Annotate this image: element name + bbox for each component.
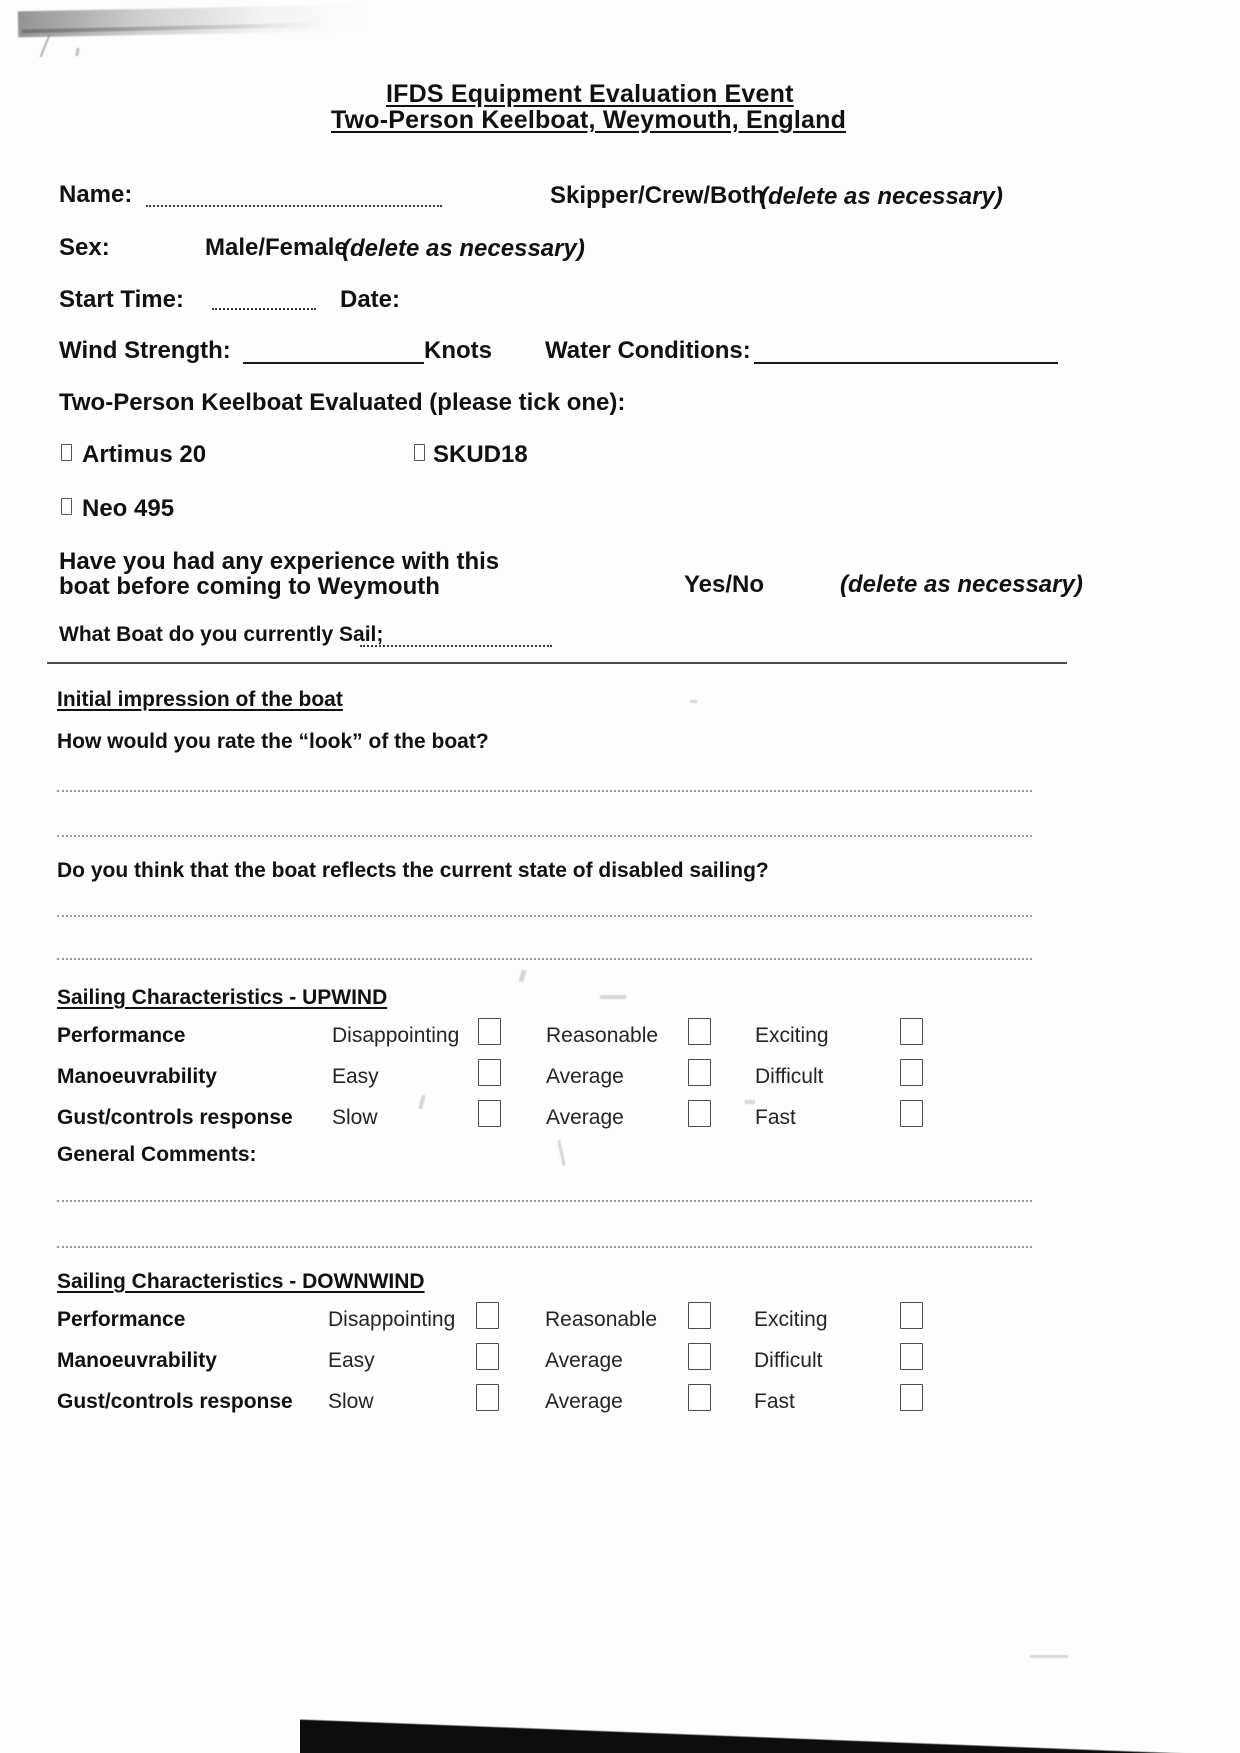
upwind-performance-choice-1-label[interactable]: Disappointing — [332, 1024, 460, 1047]
section-divider — [47, 662, 1067, 664]
upwind-manoeuvrability-choice-1-label[interactable]: Easy — [332, 1065, 379, 1088]
upwind-gust-response-choice-1-label[interactable]: Slow — [332, 1106, 378, 1129]
water-conditions-input[interactable] — [754, 362, 1058, 364]
upwind-gust-response-choice-3-label[interactable]: Fast — [755, 1106, 796, 1129]
disabled-sailing-answer-line-2[interactable] — [57, 958, 1032, 960]
upwind-heading: Sailing Characteristics - UPWIND — [57, 986, 388, 1009]
upwind-gust-response-choice-1-checkbox[interactable] — [478, 1100, 501, 1127]
scan-artifact-fleck — [1030, 1655, 1068, 1658]
scan-artifact-fleck — [518, 970, 526, 983]
downwind-gust-response-choice-2-label[interactable]: Average — [545, 1390, 623, 1413]
downwind-criterion-manoeuvrability: Manoeuvrability — [57, 1349, 217, 1372]
checkbox-neo-495[interactable] — [61, 498, 72, 515]
scan-artifact-fleck — [690, 700, 697, 703]
sex-options-label[interactable]: Male/Female — [205, 234, 348, 261]
downwind-manoeuvrability-choice-3-checkbox[interactable] — [900, 1343, 923, 1370]
checkbox-label-artimus-20[interactable]: Artimus 20 — [82, 441, 207, 468]
downwind-manoeuvrability-choice-1-label[interactable]: Easy — [328, 1349, 375, 1372]
scan-artifact-page-edge — [300, 1715, 1240, 1753]
sex-label: Sex: — [59, 234, 110, 261]
downwind-performance-choice-1-label[interactable]: Disappointing — [328, 1308, 456, 1331]
downwind-manoeuvrability-choice-3-label[interactable]: Difficult — [754, 1349, 823, 1372]
experience-answer-options[interactable]: Yes/No — [684, 571, 765, 598]
upwind-criterion-performance: Performance — [57, 1024, 186, 1047]
downwind-manoeuvrability-choice-1-checkbox[interactable] — [476, 1343, 499, 1370]
experience-question-line-1: Have you had any experience with this — [59, 548, 500, 575]
role-options-label[interactable]: Skipper/Crew/Both — [550, 182, 765, 209]
downwind-gust-response-choice-1-checkbox[interactable] — [476, 1384, 499, 1411]
downwind-gust-response-choice-2-checkbox[interactable] — [688, 1384, 711, 1411]
name-input[interactable] — [146, 205, 442, 207]
disabled-sailing-question: Do you think that the boat reflects the current state of disabled sailing? — [57, 859, 769, 882]
experience-question-line-2: boat before coming to Weymouth — [59, 573, 440, 600]
current-boat-label: What Boat do you currently Sail; — [59, 623, 384, 646]
page-title-line-2: Two-Person Keelboat, Weymouth, England — [331, 106, 847, 134]
upwind-manoeuvrability-choice-3-label[interactable]: Difficult — [755, 1065, 824, 1088]
scan-artifact-fleck — [418, 1095, 425, 1110]
wind-strength-input[interactable] — [243, 362, 424, 364]
downwind-manoeuvrability-choice-2-label[interactable]: Average — [545, 1349, 623, 1372]
experience-delete-note: (delete as necessary) — [840, 571, 1083, 598]
look-rating-question: How would you rate the “look” of the boat? — [57, 730, 489, 753]
disabled-sailing-answer-line-1[interactable] — [57, 915, 1032, 917]
downwind-performance-choice-2-label[interactable]: Reasonable — [545, 1308, 658, 1331]
look-rating-answer-line-2[interactable] — [57, 835, 1032, 837]
checkbox-label-neo-495[interactable]: Neo 495 — [82, 495, 175, 522]
checkbox-label-skud18[interactable]: SKUD18 — [433, 441, 528, 468]
checkbox-artimus-20[interactable] — [61, 444, 72, 461]
name-label: Name: — [59, 181, 133, 208]
downwind-manoeuvrability-choice-2-checkbox[interactable] — [688, 1343, 711, 1370]
downwind-performance-choice-2-checkbox[interactable] — [688, 1302, 711, 1329]
upwind-gust-response-choice-2-checkbox[interactable] — [688, 1100, 711, 1127]
upwind-manoeuvrability-choice-2-label[interactable]: Average — [546, 1065, 624, 1088]
date-label: Date: — [340, 286, 401, 313]
downwind-performance-choice-1-checkbox[interactable] — [476, 1302, 499, 1329]
upwind-performance-choice-3-checkbox[interactable] — [900, 1018, 923, 1045]
downwind-performance-choice-3-checkbox[interactable] — [900, 1302, 923, 1329]
water-conditions-label: Water Conditions: — [545, 337, 751, 364]
start-time-input[interactable] — [212, 308, 316, 310]
upwind-criterion-manoeuvrability: Manoeuvrability — [57, 1065, 217, 1088]
downwind-heading: Sailing Characteristics - DOWNWIND — [57, 1270, 425, 1293]
upwind-manoeuvrability-choice-2-checkbox[interactable] — [688, 1059, 711, 1086]
downwind-criterion-performance: Performance — [57, 1308, 186, 1331]
scan-artifact-smudge — [18, 5, 368, 38]
downwind-gust-response-choice-3-checkbox[interactable] — [900, 1384, 923, 1411]
upwind-gust-response-choice-3-checkbox[interactable] — [900, 1100, 923, 1127]
boat-selection-prompt: Two-Person Keelboat Evaluated (please tick one): — [59, 389, 626, 416]
start-time-label: Start Time: — [59, 286, 184, 313]
current-boat-input[interactable] — [360, 645, 552, 647]
scan-artifact-fleck — [557, 1140, 565, 1166]
upwind-general-comments-line-2[interactable] — [57, 1246, 1032, 1248]
upwind-manoeuvrability-choice-3-checkbox[interactable] — [900, 1059, 923, 1086]
scan-artifact-fleck — [600, 995, 626, 999]
scan-artifact-fleck — [745, 1100, 755, 1104]
upwind-general-comments-line-1[interactable] — [57, 1200, 1032, 1202]
wind-strength-label: Wind Strength: — [59, 337, 231, 364]
upwind-criterion-gust-response: Gust/controls response — [57, 1106, 293, 1129]
upwind-performance-choice-2-checkbox[interactable] — [688, 1018, 711, 1045]
upwind-gust-response-choice-2-label[interactable]: Average — [546, 1106, 624, 1129]
sex-delete-note: (delete as necessary) — [342, 235, 585, 262]
wind-unit-label: Knots — [424, 337, 492, 364]
downwind-performance-choice-3-label[interactable]: Exciting — [754, 1308, 828, 1331]
downwind-gust-response-choice-3-label[interactable]: Fast — [754, 1390, 795, 1413]
role-delete-note: (delete as necessary) — [760, 183, 1003, 210]
page-title-line-1: IFDS Equipment Evaluation Event — [386, 80, 794, 108]
checkbox-skud18[interactable] — [414, 444, 425, 461]
scan-artifact-mark — [40, 34, 51, 57]
upwind-performance-choice-3-label[interactable]: Exciting — [755, 1024, 829, 1047]
downwind-criterion-gust-response: Gust/controls response — [57, 1390, 293, 1413]
downwind-gust-response-choice-1-label[interactable]: Slow — [328, 1390, 374, 1413]
upwind-performance-choice-2-label[interactable]: Reasonable — [546, 1024, 659, 1047]
upwind-general-comments-label: General Comments: — [57, 1143, 257, 1166]
upwind-performance-choice-1-checkbox[interactable] — [478, 1018, 501, 1045]
scan-artifact-mark — [75, 48, 79, 56]
look-rating-answer-line-1[interactable] — [57, 790, 1032, 792]
initial-impression-heading: Initial impression of the boat — [57, 688, 343, 711]
upwind-manoeuvrability-choice-1-checkbox[interactable] — [478, 1059, 501, 1086]
